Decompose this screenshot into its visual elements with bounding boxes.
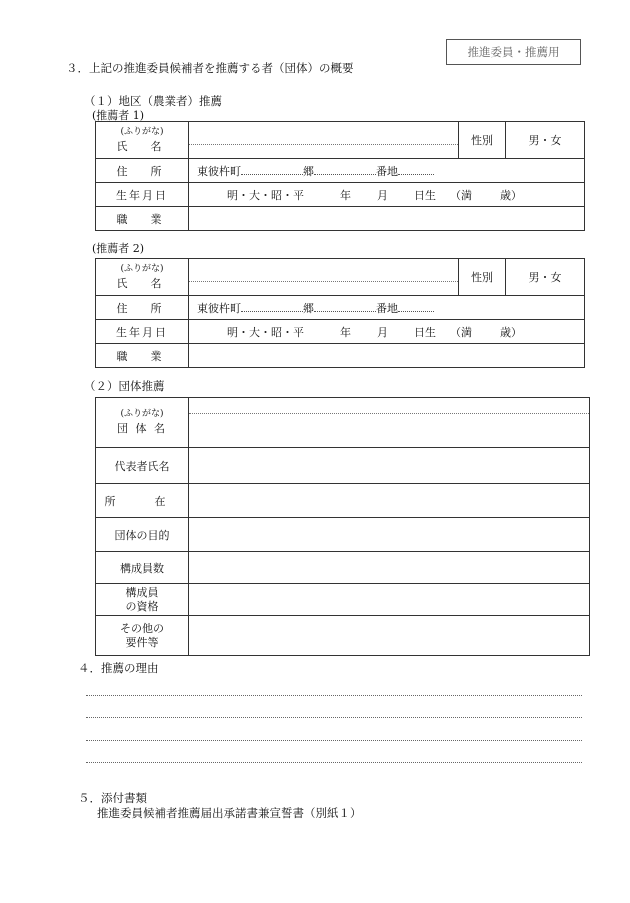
- reason-line[interactable]: [86, 695, 582, 696]
- qualification-label-2: の資格: [125, 599, 159, 613]
- section3-sub1: （１）地区（農業者）推薦: [84, 94, 222, 108]
- furigana-divider: [189, 281, 458, 282]
- name-input-cell[interactable]: [189, 259, 459, 296]
- address-fill[interactable]: [241, 164, 303, 175]
- address-fill[interactable]: [398, 301, 434, 312]
- birth-label: 生年月日: [96, 183, 189, 207]
- address-fill[interactable]: [314, 164, 376, 175]
- qualification-label-1: 構成員: [125, 585, 159, 599]
- group-name-label-cell: [96, 398, 189, 448]
- group-furigana-divider: [189, 413, 589, 414]
- birth-year: 年: [340, 325, 351, 339]
- birth-day: 日生: [414, 188, 436, 202]
- job-label: 職 業: [96, 207, 189, 231]
- name-label: 氏 名: [116, 139, 168, 153]
- job-cell[interactable]: [189, 344, 585, 368]
- location-cell[interactable]: [189, 484, 590, 518]
- section3-sub2: （２）団体推薦: [84, 379, 165, 393]
- rep-name-cell[interactable]: [189, 448, 590, 484]
- birth-age-open: （満: [450, 325, 472, 339]
- qualification-cell[interactable]: [189, 584, 590, 616]
- address-banchi: 番地: [376, 164, 398, 178]
- birth-label: 生年月日: [96, 320, 189, 344]
- birth-era: 明・大・昭・平: [227, 325, 304, 339]
- birth-cell[interactable]: [189, 320, 585, 344]
- group-name-label: 団 体 名: [117, 422, 167, 435]
- birth-age-close: 歳）: [500, 325, 522, 339]
- address-fill[interactable]: [314, 301, 376, 312]
- birth-month: 月: [377, 188, 388, 202]
- address-go: 郷: [303, 301, 314, 315]
- rep-name-label: 代表者氏名: [96, 448, 189, 484]
- name-label: 氏 名: [116, 276, 168, 290]
- address-cell[interactable]: [189, 159, 585, 183]
- reason-line[interactable]: [86, 740, 582, 741]
- other-label-cell: [96, 616, 189, 656]
- address-label: 住 所: [96, 159, 189, 183]
- purpose-cell[interactable]: [189, 518, 590, 552]
- gender-value[interactable]: 男・女: [506, 122, 585, 159]
- address-label: 住 所: [96, 296, 189, 320]
- group-name-cell[interactable]: [189, 398, 590, 448]
- other-cell[interactable]: [189, 616, 590, 656]
- other-label-1: その他の: [120, 621, 164, 635]
- usage-stamp-box: 推進委員・推薦用: [446, 39, 581, 65]
- name-input-cell[interactable]: [189, 122, 459, 159]
- members-cell[interactable]: [189, 552, 590, 584]
- address-banchi: 番地: [376, 301, 398, 315]
- gender-label: 性別: [459, 122, 506, 159]
- section5-title: ５．添付書類: [78, 791, 147, 805]
- address-prefix: 東彼杵町: [197, 301, 241, 315]
- purpose-label: 団体の目的: [96, 518, 189, 552]
- address-prefix: 東彼杵町: [197, 164, 241, 178]
- furigana-label: (ふりがな): [120, 126, 164, 137]
- section4-title: ４．推薦の理由: [78, 661, 159, 675]
- birth-cell[interactable]: [189, 183, 585, 207]
- name-label-cell: [96, 122, 189, 159]
- birth-era: 明・大・昭・平: [227, 188, 304, 202]
- address-go: 郷: [303, 164, 314, 178]
- reason-line[interactable]: [86, 717, 582, 718]
- gender-value[interactable]: 男・女: [506, 259, 585, 296]
- furigana-label: (ふりがな): [120, 263, 164, 274]
- birth-age-close: 歳）: [500, 188, 522, 202]
- job-label: 職 業: [96, 344, 189, 368]
- birth-month: 月: [377, 325, 388, 339]
- person1-label: (推薦者 1): [92, 109, 145, 122]
- birth-day: 日生: [414, 325, 436, 339]
- address-fill[interactable]: [241, 301, 303, 312]
- address-fill[interactable]: [398, 164, 434, 175]
- birth-age-open: （満: [450, 188, 472, 202]
- person2-table: [95, 258, 585, 368]
- group-furigana-label: (ふりがな): [120, 409, 164, 419]
- person1-table: [95, 121, 585, 231]
- other-label-2: 要件等: [125, 635, 159, 649]
- attachment-item: 推進委員候補者推薦届出承諾書兼宣誓書（別紙１）: [97, 806, 362, 820]
- furigana-divider: [189, 144, 458, 145]
- qualification-label-cell: [96, 584, 189, 616]
- address-cell[interactable]: [189, 296, 585, 320]
- gender-label: 性別: [459, 259, 506, 296]
- section3-title: ３．上記の推進委員候補者を推薦する者（団体）の概要: [66, 61, 354, 75]
- group-table: [95, 397, 590, 656]
- name-label-cell: [96, 259, 189, 296]
- birth-year: 年: [340, 188, 351, 202]
- job-cell[interactable]: [189, 207, 585, 231]
- location-label: 所 在: [96, 484, 189, 518]
- reason-line[interactable]: [86, 762, 582, 763]
- members-label: 構成員数: [96, 552, 189, 584]
- person2-label: (推薦者 2): [92, 242, 145, 255]
